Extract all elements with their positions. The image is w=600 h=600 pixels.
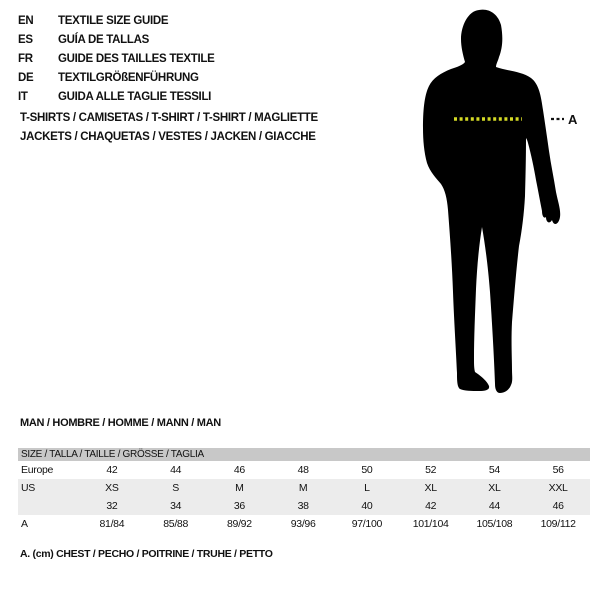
- man-figure: [395, 0, 600, 410]
- table-cell: XL: [424, 482, 437, 494]
- table-cell: 40: [361, 500, 373, 512]
- row-label: A: [21, 518, 28, 530]
- language-row: [18, 69, 215, 88]
- table-cell: 48: [297, 464, 309, 476]
- table-cell: 101/104: [412, 518, 449, 530]
- size-table-header: SIZE / TALLA / TAILLE / GRÖSSE / TAGLIA: [18, 448, 590, 461]
- table-cell: 93/96: [290, 518, 316, 530]
- garment-categories: [20, 109, 318, 146]
- table-cell: 54: [488, 464, 500, 476]
- measure-footnote: A. (cm) CHEST / PECHO / POITRINE / TRUHE / PETTO: [20, 548, 273, 560]
- table-cell: XS: [105, 482, 119, 494]
- language-row: [18, 31, 215, 50]
- table-row-us-numbers: [18, 497, 590, 515]
- section-title: MAN / HOMBRE / HOMME / MANN / MAN: [20, 417, 221, 429]
- table-row-europe: [18, 461, 590, 479]
- table-cell: 81/84: [99, 518, 125, 530]
- table-cell: 34: [170, 500, 182, 512]
- row-label: Europe: [21, 464, 54, 476]
- table-cell: XL: [488, 482, 501, 494]
- table-cell: 36: [233, 500, 245, 512]
- table-cell: 97/100: [351, 518, 383, 530]
- language-code: IT: [18, 91, 28, 103]
- table-row-chest-cm: [18, 515, 590, 533]
- table-cell: 105/108: [476, 518, 513, 530]
- table-cell: 85/88: [163, 518, 189, 530]
- table-cell: 42: [425, 500, 437, 512]
- language-label: TEXTILGRÖßENFÜHRUNG: [58, 72, 199, 84]
- table-cell: 50: [361, 464, 373, 476]
- table-cell: 42: [106, 464, 118, 476]
- category-line-jackets: JACKETS / CHAQUETAS / VESTES / JACKEN / GIACCHE: [20, 130, 316, 143]
- table-cell: 89/92: [226, 518, 252, 530]
- table-cell: 52: [425, 464, 437, 476]
- language-code: EN: [18, 15, 34, 27]
- table-cell: 46: [552, 500, 564, 512]
- table-cell: L: [364, 482, 370, 494]
- table-cell: 44: [170, 464, 182, 476]
- table-cell: 32: [106, 500, 118, 512]
- table-cell: 109/112: [540, 518, 576, 530]
- table-cell: 44: [488, 500, 500, 512]
- language-code: ES: [18, 34, 33, 46]
- measure-label-a: A: [568, 112, 578, 127]
- language-row: [18, 88, 215, 107]
- man-figure-svg: [395, 0, 600, 410]
- language-label: GUIDE DES TAILLES TEXTILE: [58, 53, 215, 65]
- language-label: TEXTILE SIZE GUIDE: [58, 15, 169, 27]
- size-table: [18, 448, 590, 533]
- language-label: GUIDA ALLE TAGLIE TESSILI: [58, 91, 212, 103]
- table-cell: 38: [297, 500, 309, 512]
- language-row: [18, 12, 215, 31]
- table-cell: M: [235, 482, 244, 494]
- table-row-us-letters: [18, 479, 590, 497]
- language-guide-list: [18, 12, 215, 107]
- table-cell: M: [298, 482, 308, 494]
- table-cell: XXL: [548, 482, 568, 494]
- row-label: US: [21, 482, 35, 494]
- language-code: DE: [18, 72, 34, 84]
- table-cell: 46: [233, 464, 245, 476]
- category-line-tshirts: T-SHIRTS / CAMISETAS / T-SHIRT / T-SHIRT / MAGLIETTE: [20, 112, 318, 124]
- table-cell: S: [172, 482, 179, 494]
- language-row: [18, 50, 215, 69]
- man-silhouette: [423, 10, 560, 393]
- table-cell: 56: [552, 464, 564, 476]
- language-code: FR: [18, 53, 33, 65]
- language-label: GUÍA DE TALLAS: [58, 34, 149, 46]
